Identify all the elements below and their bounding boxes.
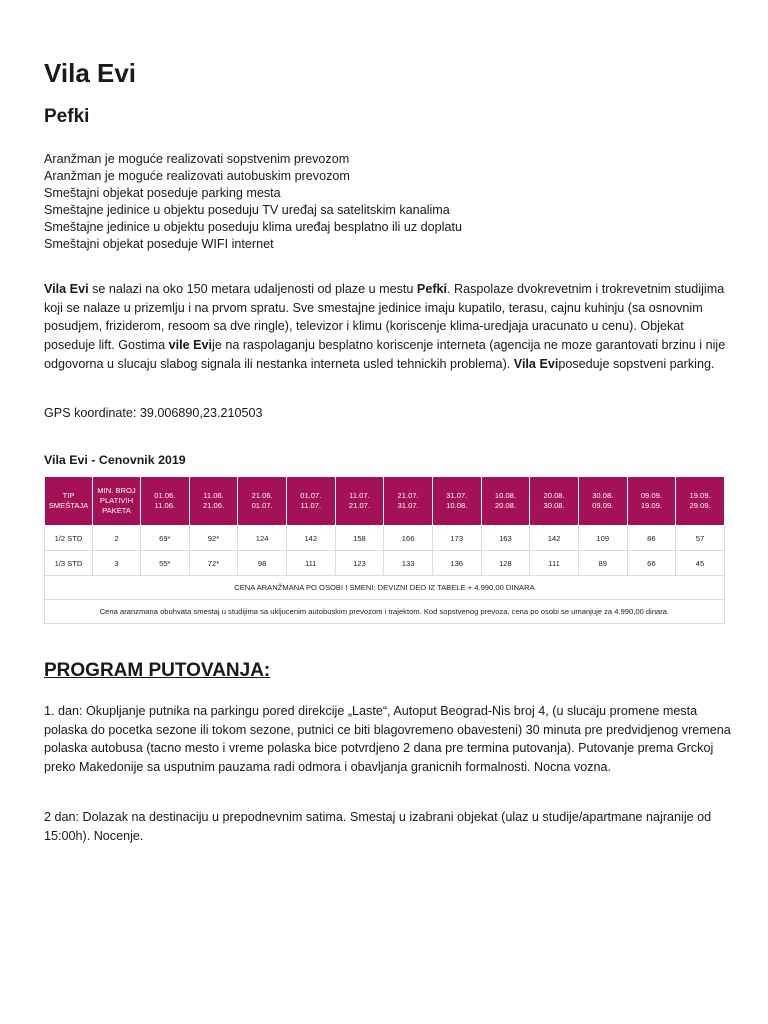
price-cell: 111 xyxy=(286,551,335,576)
header-min-packages: MIN. BROJ PLATIVIH PAKETA xyxy=(93,477,141,526)
price-cell: 89 xyxy=(578,551,627,576)
price-cell: 158 xyxy=(335,526,384,551)
villa-name: Vila Evi xyxy=(44,282,89,296)
table-header-row xyxy=(45,477,725,526)
price-note: Cena aranzmana obuhvata smestaj u studijima sa ukljucenim autobuskim prevozom i trajektom. Kod sopstvenog prevoza, cena po osobi se umanjuje za 4.990,00 dinara. xyxy=(45,600,725,624)
price-cell: 142 xyxy=(530,526,579,551)
program-day-1: 1. dan: Okupljanje putnika na parkingu pored direkcije „Laste“, Autoput Beograd-Nis broj 4, (u slucaju promene mesta polaska do pocetka sezone ili tokom sezone, putnici ce biti blagovremeno obavesteni) 30 minuta pre predvidjenog vremena polaska autobusa (tacno mesto i vreme polaska bice potvrdjeno 2 dana pre termina putovanja). Putovanje prema Grckoj preko Makedonije sa usputnim pauzama radi odmora i obavljanja granicnih formalnosti. Nocna vozn﻿a. xyxy=(44,704,731,775)
program-title: PROGRAM PUTOVANJA: xyxy=(44,660,271,681)
feature-item: Smeštajni objekat poseduje parking mesta xyxy=(44,186,281,200)
program-day-2: 2 dan: Dolazak na destinaciju u prepodnevnim satima. Smestaj u izabrani objekat (ulaz u studije/apartmane najranije od 15:00h). Nocenje. xyxy=(44,810,712,843)
period-header: 20.08. 30.08. xyxy=(530,477,579,526)
feature-list xyxy=(44,151,462,253)
period-header: 21.06. 01.07. xyxy=(238,477,287,526)
price-cell: 133 xyxy=(384,551,433,576)
description-text: poseduje sopstveni parking. xyxy=(558,356,715,371)
price-cell: 111 xyxy=(530,551,579,576)
header-type: TIP SMEŠTAJA xyxy=(45,477,93,526)
min-packages-cell: 3 xyxy=(93,551,141,576)
price-cell: 57 xyxy=(676,526,725,551)
price-cell: 166 xyxy=(384,526,433,551)
price-cell: 173 xyxy=(432,526,481,551)
period-header: 01.06. 11.06. xyxy=(141,477,190,526)
price-cell: 72* xyxy=(189,551,238,576)
feature-item: Aranžman je moguće realizovati autobuskim prevozom xyxy=(44,169,350,183)
description-paragraph xyxy=(44,280,734,374)
period-header: 11.06. 21.06. xyxy=(189,477,238,526)
price-cell: 69* xyxy=(141,526,190,551)
villa-name: Vila Evi xyxy=(513,356,559,371)
price-cell: 55* xyxy=(141,551,190,576)
table-row xyxy=(45,526,725,551)
feature-item: Smeštajne jedinice u objektu poseduju TV uređaj sa satelitskim kanalima xyxy=(44,203,450,217)
table-row xyxy=(45,551,725,576)
price-cell: 45 xyxy=(676,551,725,576)
price-cell: 92* xyxy=(189,526,238,551)
description-text: je na raspolaganju besplatno koriscenje interneta (agencija ne moze garantovati brzinu i nije odgovorna u slucaju slabog signala ili nestanka interneta usled tehnickih problema). xyxy=(44,338,726,371)
feature-item: Aranžman je moguće realizovati sopstvenim prevozom xyxy=(44,152,350,166)
price-cell: 109 xyxy=(578,526,627,551)
page-title: Vila Evi xyxy=(44,58,137,88)
description-text: . Raspolaze dvokrevetnim i trokrevetnim studijima koji se nalaze u prizemlju i na prvom spratu. Sve smestajne jedinice imaju kupatilo, terasu, cajnu kuhinju (sa osnovnim posudjem, friziderom, resoom sa dve ringle), televizor i klimu (koriscenje klima-uredjaja uracunato u cenu). Objekat poseduje lift. Gostima xyxy=(44,282,725,353)
villa-name: vile Evi xyxy=(168,338,213,353)
feature-item: Smeštajne jedinice u objektu poseduju klima uređaj besplatno ili uz doplatu xyxy=(44,220,462,234)
price-note: CENA ARANŽMANA PO OSOBI I SMENI: DEVIZNI DEO IZ TABELE + 4.990,00 DINARA xyxy=(45,576,725,600)
table-note-row xyxy=(45,600,725,624)
price-cell: 124 xyxy=(238,526,287,551)
period-header: 30.08. 09.09. xyxy=(578,477,627,526)
period-header: 09.09. 19.09. xyxy=(627,477,676,526)
feature-item: Smeštajni objekat poseduje WIFI internet xyxy=(44,237,274,251)
price-cell: 128 xyxy=(481,551,530,576)
place-name: Pefki xyxy=(416,282,448,296)
gps-coordinates: GPS koordinate: 39.006890,23.210503 xyxy=(44,406,263,420)
location-subtitle: Pefki xyxy=(44,106,90,127)
price-table-title: Vila Evi - Cenovnik 2019 xyxy=(44,453,186,467)
price-table xyxy=(44,476,725,624)
price-cell: 123 xyxy=(335,551,384,576)
price-cell: 66 xyxy=(627,551,676,576)
min-packages-cell: 2 xyxy=(93,526,141,551)
period-header: 31.07. 10.08. xyxy=(432,477,481,526)
price-cell: 136 xyxy=(432,551,481,576)
price-cell: 86 xyxy=(627,526,676,551)
table-note-row xyxy=(45,576,725,600)
price-cell: 163 xyxy=(481,526,530,551)
period-header: 01.07. 11.07. xyxy=(286,477,335,526)
room-type-cell: 1/2 STD xyxy=(45,526,93,551)
price-cell: 98 xyxy=(238,551,287,576)
room-type-cell: 1/3 STD xyxy=(45,551,93,576)
period-header: 21.07. 31.07. xyxy=(384,477,433,526)
period-header: 10.08. 20.08. xyxy=(481,477,530,526)
price-cell: 142 xyxy=(286,526,335,551)
period-header: 11.07. 21.07. xyxy=(335,477,384,526)
period-header: 19.09. 29.09. xyxy=(676,477,725,526)
description-text: se nalazi na oko 150 metara udaljenosti od plaze u mestu xyxy=(88,282,417,296)
